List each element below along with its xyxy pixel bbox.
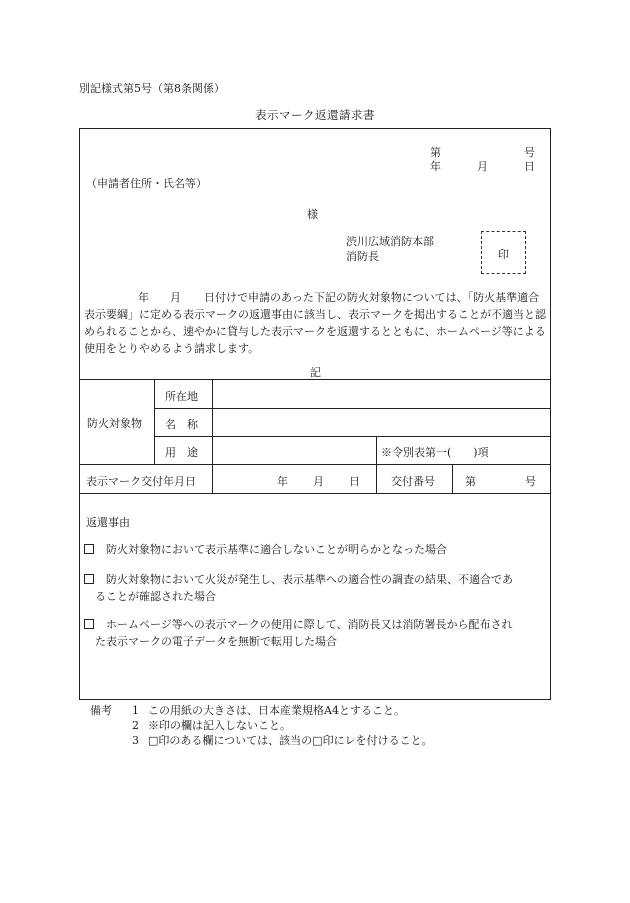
issue-month: 月 <box>313 475 324 488</box>
reasons-heading: 返還事由 <box>86 516 130 529</box>
table-line-3 <box>79 464 551 465</box>
table-vline-group <box>154 379 155 464</box>
issuer-org: 渋川広域消防本部 <box>346 235 434 248</box>
request-paragraph <box>84 289 548 357</box>
issuer-chief: 消防長 <box>346 250 379 263</box>
reason-2-checkbox[interactable] <box>84 574 94 584</box>
issue-no-dai: 第 <box>465 475 476 488</box>
table-vline-no <box>452 464 453 493</box>
reason-item-3 <box>84 616 548 650</box>
date-month: 月 <box>477 160 488 173</box>
sama-label: 様 <box>307 208 318 221</box>
note-1: この用紙の大きさは、日本産業規格A4とすること。 <box>148 704 405 717</box>
ki-label: 記 <box>310 366 321 379</box>
use-note: ※令別表第一( )項 <box>381 446 489 459</box>
location-label: 所在地 <box>165 390 198 403</box>
name-label: 名 称 <box>165 418 198 431</box>
note-3-num: 3 <box>132 734 139 747</box>
table-top-line <box>79 379 551 380</box>
form-reference: 別記様式第5号（第8条関係） <box>79 82 225 95</box>
issue-day: 日 <box>349 475 360 488</box>
document-title: 表示マーク返還請求書 <box>255 108 375 122</box>
note-3: □印のある欄については、該当の□印にレを付けること。 <box>148 734 433 747</box>
para-text: 日付けで申請のあった下記の防火対象物については、「防火基準適合表示要綱」に定める表示マークの返還事由に該当し、表示マークを掲出することが不適当と認められることから、速やかに貸与した表示マークを返還するとともに、ホームページ等による使用をとりやめるよう請求します。 <box>84 291 546 355</box>
reason-1-checkbox[interactable] <box>84 544 94 554</box>
target-group-label: 防火対象物 <box>87 417 142 430</box>
note-2-num: 2 <box>132 719 139 732</box>
reason-3-text-2: た表示マークの電子データを無断で転用した場合 <box>95 635 337 648</box>
reason-item-1 <box>84 541 548 558</box>
issue-no-go: 号 <box>525 475 536 488</box>
para-month: 月 <box>170 291 181 304</box>
table-bottom-line <box>79 493 551 494</box>
reason-2-text-1: 防火対象物において火災が発生し、表示基準への適合性の調査の結果、不適合であ <box>106 573 513 586</box>
date-day: 日 <box>524 160 535 173</box>
reason-3-text-1: ホームページ等への表示マークの使用に際して、消防長又は消防署長から配布され <box>106 618 513 631</box>
applicant-label: （申請者住所・氏名等） <box>86 177 207 190</box>
reason-1-text: 防火対象物において表示基準に適合しないことが明らかとなった場合 <box>106 543 447 556</box>
seal-box <box>481 231 526 274</box>
issue-no-label: 交付番号 <box>391 475 435 488</box>
table-line-2 <box>154 436 551 437</box>
notes <box>90 703 433 748</box>
table-line-1 <box>154 408 551 409</box>
note-1-num: 1 <box>132 704 139 717</box>
table-vline-mid <box>376 436 377 493</box>
notes-label: 備考 <box>90 704 112 717</box>
number-go: 号 <box>524 146 535 159</box>
use-label: 用 途 <box>165 446 198 459</box>
para-year: 年 <box>138 291 149 304</box>
seal-label: 印 <box>498 248 509 261</box>
number-dai: 第 <box>430 146 441 159</box>
reason-item-2 <box>84 571 548 605</box>
issue-year: 年 <box>277 475 288 488</box>
reason-3-checkbox[interactable] <box>84 619 94 629</box>
note-2: ※印の欄は記入しないこと。 <box>148 719 291 732</box>
issue-date-label: 表示マーク交付年月日 <box>86 475 196 488</box>
table-vline-label <box>212 379 213 493</box>
date-year: 年 <box>430 160 441 173</box>
reason-2-text-2: ることが確認された場合 <box>95 590 216 603</box>
